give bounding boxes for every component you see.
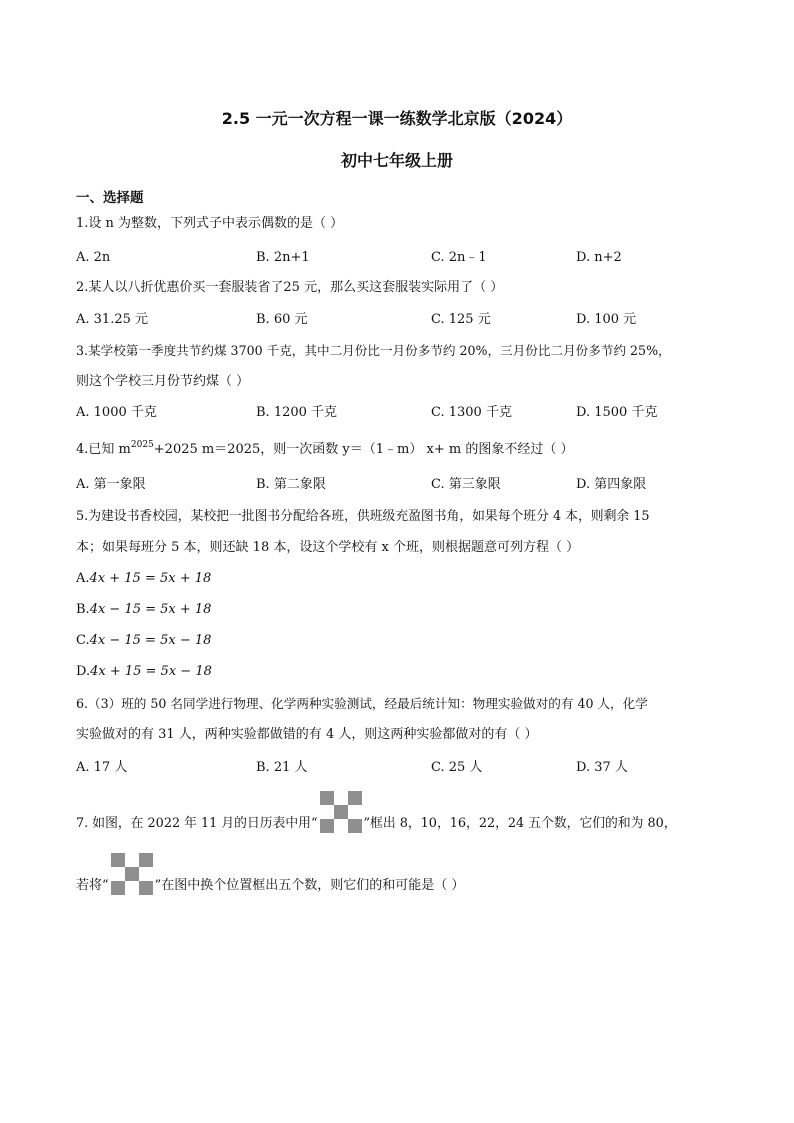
option-d: D. 第四象限 [576,477,647,492]
question-7-text-line2 [76,853,464,895]
cross-shape-icon [111,853,153,895]
option-a-label: A. [76,571,90,586]
option-a: A. 31.25 元 [76,312,149,327]
option-d: D. 37 人 [576,760,628,775]
question-3-text-line2: 则这个学校三月份节约煤（ ） [76,374,250,389]
option-d: D. 1500 千克 [576,405,658,420]
option-d [76,663,212,681]
question-5-text-line1: 5.为建设书香校园，某校把一批图书分配给各班，供班级充盈图书角，如果每个班分 4 本，则剩余 15 [76,509,650,524]
page-subtitle: 初中七年级上册 [340,151,453,170]
question-7-text-end: ”框出 8，10，16，22，24 五个数，它们的和为 80， [363,816,677,831]
option-c: C. 25 人 [431,760,483,775]
question-4-options [76,476,716,494]
question-2-options [76,311,716,329]
option-c: C. 1300 千克 [431,405,512,420]
option-b: B. 60 元 [256,312,308,327]
question-7-text-start: 7. 如图，在 2022 年 11 月的日历表中用“ [76,816,318,831]
question-2-text: 2.某人以八折优惠价买一套服装省了25 元，那么买这套服装实际用了（ ） [76,280,504,295]
question-7-line2-end: ”在图中换个位置框出五个数，则它们的和可能是（ ） [154,878,465,893]
question-4-text-end: +2025 m＝2025，则一次函数 y＝（1﹣m） x+ m 的图象不经过（ ） [153,442,574,457]
cross-shape-icon [320,791,362,833]
question-7-line2-start: 若将“ [76,878,109,893]
question-3-options [76,404,716,422]
section-heading: 一、选择题 [76,190,144,206]
option-a: A. 2n [76,250,111,265]
option-b: B. 1200 千克 [256,405,338,420]
option-c: C. 125 元 [431,312,491,327]
option-a: A. 1000 千克 [76,405,157,420]
question-4-text-start: 4.已知 m [76,442,131,457]
option-b: B. 2n+1 [256,250,310,265]
option-a [76,570,211,588]
equation-b: 4x − 15 = 5x + 18 [89,602,212,617]
question-6-options [76,759,716,777]
option-b [76,601,211,619]
option-c: C. 第三象限 [431,477,501,492]
question-3-text-line1: 3.某学校第一季度共节约煤 3700 千克，其中二月份比一月份多节约 20%，三月份比二月份多节约 25%， [76,343,671,358]
question-6-text-line2: 实验做对的有 31 人，两种实验都做错的有 4 人，则这两种实验都做对的有（ ） [76,727,538,742]
equation-d: 4x + 15 = 5x − 18 [90,664,212,679]
option-b: B. 21 人 [256,760,308,775]
page-title: 2.5 一元一次方程一课一练数学北京版（2024） [221,109,573,128]
option-a: A. 第一象限 [76,477,146,492]
option-a: A. 17 人 [76,760,128,775]
equation-a: 4x + 15 = 5x + 18 [89,571,212,586]
question-1-options [76,249,716,267]
option-d: D. n+2 [576,250,622,265]
option-b: B. 第二象限 [256,477,326,492]
option-d-label: D. [76,664,91,679]
question-6-text-line1: 6.（3）班的 50 名同学进行物理、化学两种实验测试，经最后统计知：物理实验做对的有 40 人，化学 [76,696,648,711]
option-c [76,632,211,650]
question-5-text-line2: 本；如果每班分 5 本，则还缺 18 本，设这个学校有 x 个班，则根据题意可列方程（ ） [76,540,580,555]
option-b-label: B. [76,602,90,617]
option-c: C. 2n﹣1 [431,250,487,265]
option-c-label: C. [76,633,90,648]
question-4-text [76,441,573,459]
question-1-text: 1.设 n 为整数，下列式子中表示偶数的是（ ） [76,216,344,231]
exponent: 2025 [130,440,154,450]
question-7-text-line1 [76,791,677,833]
equation-c: 4x − 15 = 5x − 18 [89,633,212,648]
option-d: D. 100 元 [576,312,637,327]
